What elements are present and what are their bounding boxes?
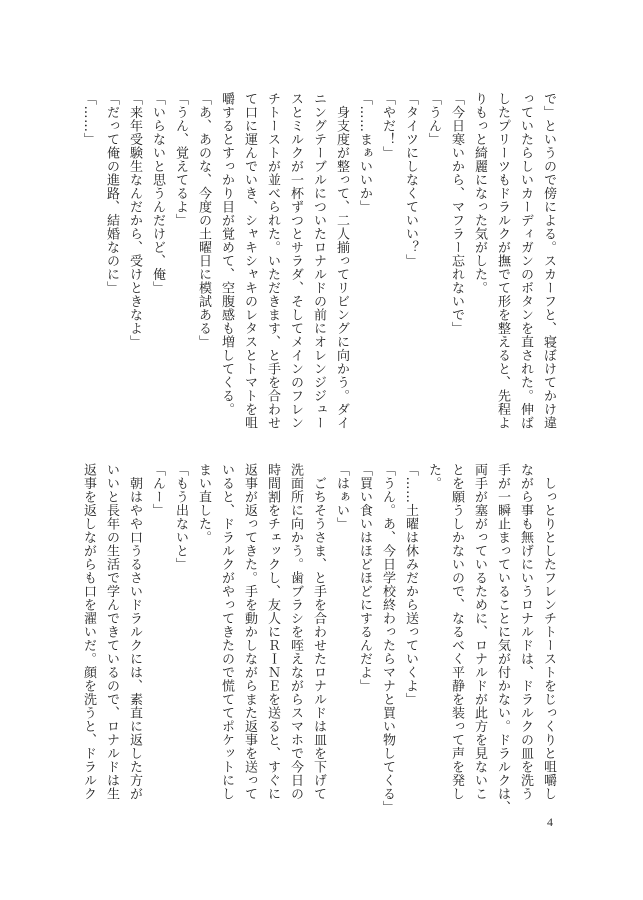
- text-line: 「あ、あのな、今度の土曜日に模試ある」: [196, 92, 211, 349]
- text-line: っていたらしいカーディガンのボタンを直された。伸ば: [518, 92, 533, 430]
- text-line: ニングテーブルについたロナルドの前にオレンジジュー: [311, 92, 326, 430]
- text-line: で」というので傍による。スカーフと、寝ぼけてかけ違: [541, 92, 556, 430]
- text-line: 時間割をチェックし、友人にＲＩＮＥを送ると、すぐに: [265, 463, 280, 801]
- text-line: 「タイツにしなくていい？」: [403, 92, 418, 268]
- text-line: 身支度が整って、二人揃ってリビングに向かう。ダイ: [334, 92, 349, 430]
- text-line: 「やだ！」: [380, 92, 395, 160]
- text-line: 「うん。あ、今日学校終わったらマナと買い物してくる」: [380, 463, 395, 814]
- text-line: 「はぁい」: [334, 463, 349, 531]
- page-number: 4: [547, 815, 553, 829]
- text-block-top: [81, 92, 560, 442]
- text-line: て口に運んでいき、シャキシャキのレタスとトマトを咀: [242, 92, 257, 430]
- text-line: 「……土曜は休みだから送っていくよ」: [403, 463, 418, 706]
- text-line: 「今日寒いから、マフラー忘れないで」: [449, 92, 464, 335]
- text-line: いいと長年の生活で学んできているので、ロナルドは生: [104, 463, 119, 801]
- text-line: 「いらないと思うんだけど、俺」: [150, 92, 165, 295]
- text-line: とを願うしかないので、なるべく平静を装って声を発し: [449, 463, 464, 801]
- text-line: 「買い食いはほどほどにするんだよ」: [357, 463, 372, 693]
- text-line: したプリーツもドラルクが撫でて形を整えると、先程よ: [495, 92, 510, 430]
- text-line: チトーストが並べられた。いただきます、と手を合わせ: [265, 92, 280, 430]
- text-line: まい直した。: [196, 463, 211, 544]
- text-line: 「だって俺の進路、結婚なのに」: [104, 92, 119, 295]
- text-block-bottom: [81, 463, 560, 814]
- text-line: 「来年受験生なんだから、受けときなよ」: [127, 92, 142, 349]
- text-line: ながら事も無げにいうロナルドは、ドラルクの皿を洗う: [518, 463, 533, 801]
- text-line: ごちそうさま、と手を合わせたロナルドは皿を下げて: [311, 463, 326, 801]
- text-line: スとミルクが一杯ずつとサラダ、そしてメインのフレン: [288, 92, 303, 430]
- text-line: 「うん」: [426, 92, 441, 146]
- text-line: 「もう出ないと」: [173, 463, 188, 571]
- text-line: 「……」: [81, 92, 96, 146]
- text-line: いると、ドラルクがやってきたので慌ててポケットにし: [219, 463, 234, 801]
- text-line: 両手が塞がっているために、ロナルドが此方を見ないこ: [472, 463, 487, 801]
- text-line: 手が一瞬止まっていることに気が付かない。ドラルクは、: [495, 463, 510, 814]
- text-line: 返事を返しながらも口を濯いだ。顔を洗うと、ドラルク: [81, 463, 96, 801]
- text-line: 洗面所に向かう。歯ブラシを咥えながらスマホで今日の: [288, 463, 303, 801]
- text-line: 朝はやや口うるさいドラルクには、素直に返した方が: [127, 463, 142, 801]
- text-line: 「うん、覚えてるよ」: [173, 92, 188, 227]
- text-line: 「……まぁいいか」: [357, 92, 372, 214]
- text-line: 「んー」: [150, 463, 165, 517]
- text-line: しっとりとしたフレンチトーストをじっくりと咀嚼し: [541, 463, 556, 801]
- text-line: た。: [426, 463, 441, 490]
- text-line: りもっと綺麗になった気がした。: [472, 92, 487, 295]
- text-line: 返事が返ってきた。手を動かしながらまた返事を送って: [242, 463, 257, 801]
- text-line: 嚼するとすっかり目が覚めて、空腹感も増してくる。: [219, 92, 234, 416]
